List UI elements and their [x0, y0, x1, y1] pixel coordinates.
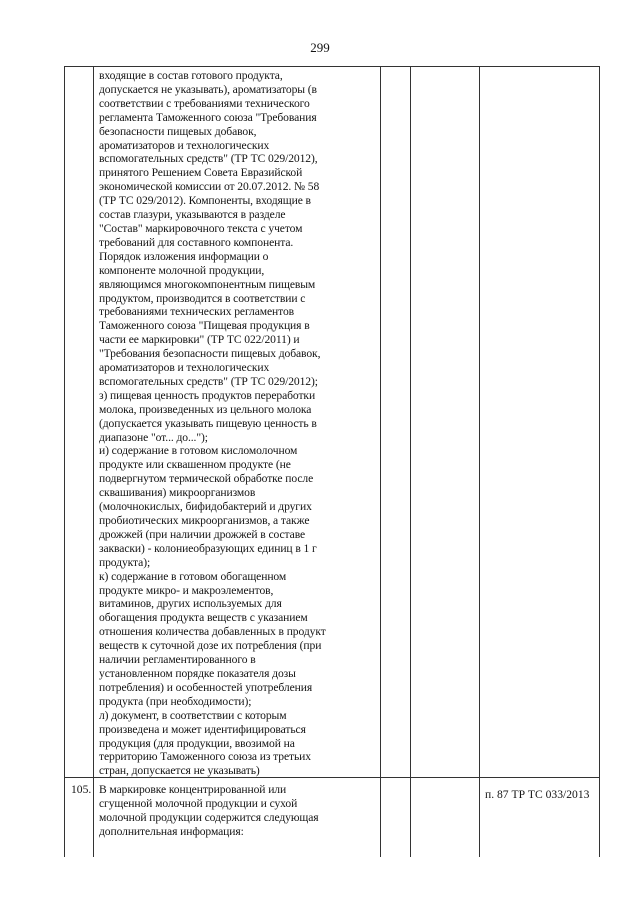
text-line: продукте или сквашенном продукте (не [99, 458, 291, 472]
text-line: В маркировке концентрированной или [99, 783, 287, 796]
text-line: диапазоне "от... до..."); [99, 430, 208, 444]
column-divider [93, 67, 94, 857]
text-line: продукта (при необходимости); [99, 694, 252, 708]
text-line: безопасности пищевых добавок, [99, 124, 257, 138]
text-line: "Требования безопасности пищевых добавок, [99, 347, 321, 361]
text-line: отношения количества добавленных в продукт [99, 625, 326, 639]
text-line: являющимся многокомпонентным пищевым [99, 277, 316, 291]
text-line: (ТР ТС 029/2012). Компоненты, входящие в [99, 194, 311, 208]
text-line: подвергнутом термической обработке после [99, 472, 314, 486]
text-line: обогащения продукта веществ с указанием [99, 611, 308, 625]
column-divider [380, 67, 381, 857]
text-line: вспомогательных средств" (ТР ТС 029/2012), [99, 152, 318, 166]
row-number: 105. [71, 783, 92, 796]
text-line: дополнительная информация: [99, 824, 244, 838]
text-line: территорию Таможенного союза из третьих [99, 750, 311, 764]
text-line: витаминов, других используемых для [99, 597, 282, 611]
text-line: требованиями технических регламентов [99, 305, 295, 319]
text-line: наличии регламентированного в [99, 653, 256, 667]
text-line: сквашивания) микроорганизмов [99, 486, 256, 500]
text-line: соответствии с требованиями технического [99, 96, 310, 110]
text-line: пробиотических микроорганизмов, а также [99, 514, 310, 527]
text-line: сгущенной молочной продукции и сухой [99, 796, 298, 810]
regulation-reference: п. 87 ТР ТС 033/2013 [485, 788, 590, 801]
text-line: произведена и может идентифицироваться [99, 722, 306, 736]
text-line: веществ к суточной дозе их потребления (при [99, 639, 322, 653]
text-line: состав глазури, указываются в разделе [99, 208, 286, 222]
text-line: части ее маркировки" (ТР ТС 022/2011) и [99, 333, 300, 347]
text-line: компоненте молочной продукции, [99, 263, 265, 277]
text-line: и) содержание в готовом кисломолочном [99, 444, 298, 458]
column-divider [410, 67, 411, 857]
text-line: допускается не указывать), ароматизаторы (в [99, 82, 317, 96]
text-line: Порядок изложения информации о [99, 249, 269, 263]
text-line: экономической комиссии от 20.07.2012. № 58 [99, 180, 320, 194]
requirements-table [64, 66, 600, 857]
text-line: (молочнокислых, бифидобактерий и других [99, 500, 312, 514]
text-line: ароматизаторов и технологических [99, 138, 270, 152]
text-line: продукте микро- и макроэлементов, [99, 583, 274, 597]
text-line: принятого Решением Совета Евразийской [99, 166, 303, 180]
text-line: ароматизаторов и технологических [99, 361, 270, 375]
text-line: стран, допускается не указывать) [99, 764, 260, 778]
text-line: потребления) и особенностей употребления [99, 680, 313, 694]
text-line: продукция (для продукции, ввозимой на [99, 736, 295, 750]
text-line: входящие в состав готового продукта, [99, 69, 283, 82]
text-line: (допускается указывать пищевую ценность в [99, 416, 317, 430]
text-line: требований для составного компонента. [99, 235, 294, 249]
text-line: продукта); [99, 555, 151, 569]
text-line: продуктом, производится в соответствии с [99, 291, 306, 305]
text-line: закваски) - колониеобразующих единиц в 1 г [99, 541, 317, 555]
text-line: Таможенного союза "Пищевая продукция в [99, 319, 310, 333]
text-line: молочной продукции содержится следующая [99, 810, 319, 824]
page-number: 299 [310, 40, 330, 55]
requirement-text-continued [99, 69, 379, 778]
text-line: дрожжей (при наличии дрожжей в составе [99, 527, 306, 541]
column-divider [479, 67, 480, 857]
text-line: з) пищевая ценность продуктов переработки [99, 388, 316, 402]
text-line: вспомогательных средств" (ТР ТС 029/2012); [99, 374, 318, 388]
text-line: "Состав" маркировочного текста с учетом [99, 221, 303, 235]
text-line: регламента Таможенного союза "Требования [99, 110, 317, 124]
text-line: к) содержание в готовом обогащенном [99, 569, 287, 583]
text-line: установленном порядке показателя дозы [99, 666, 296, 680]
text-line: л) документ, в соответствии с которым [99, 708, 287, 722]
text-line: молока, произведенных из цельного молока [99, 402, 312, 416]
requirement-text [99, 783, 379, 839]
